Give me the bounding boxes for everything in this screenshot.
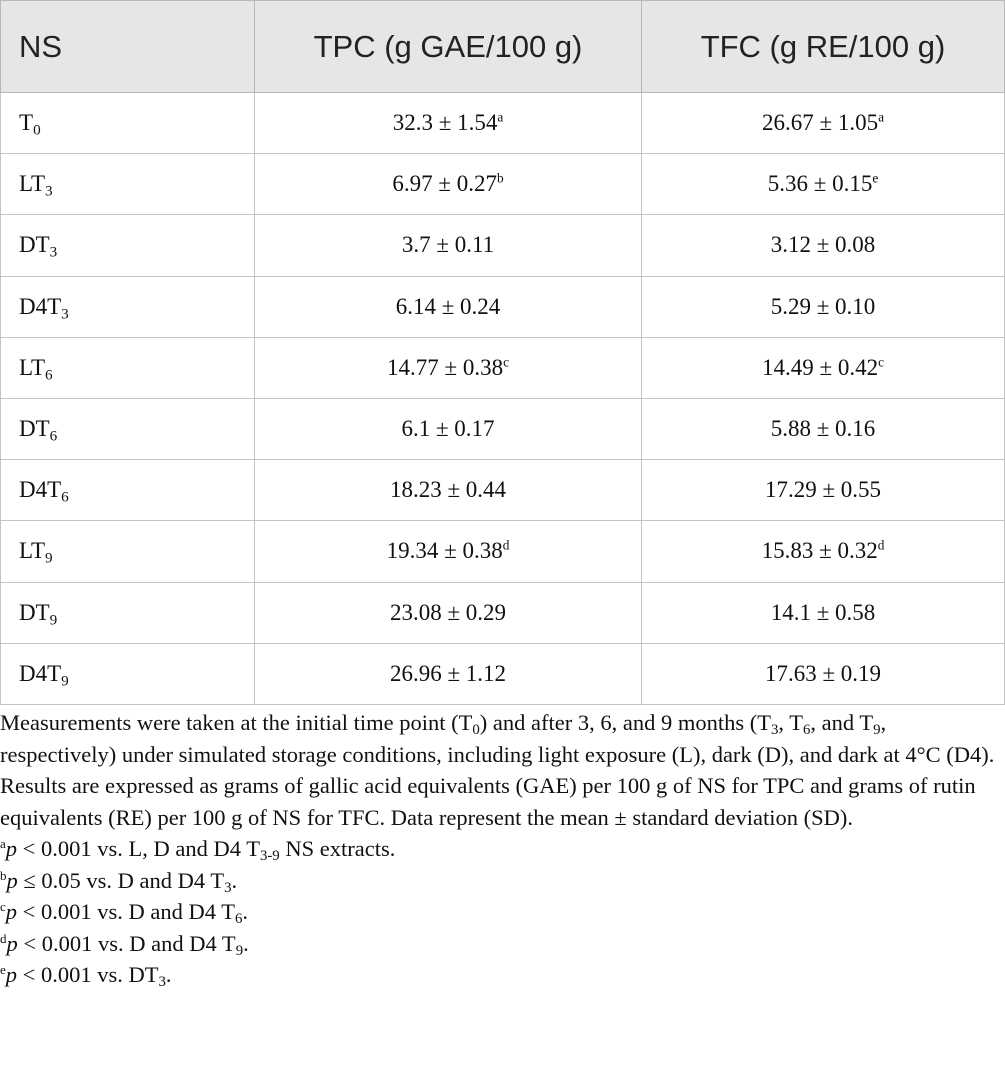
cell-ns: $LT_9$ xyxy=(1,521,255,582)
table-row xyxy=(1,154,1005,215)
table-body xyxy=(1,93,1005,705)
cell-ns: $D4T_3$ xyxy=(1,276,255,337)
cell-tfc: 5.29 ± 0.10 xyxy=(642,276,1005,337)
cell-tfc: 26.67 ± 1.05$^a$ xyxy=(642,93,1005,154)
cell-tfc: 3.12 ± 0.08 xyxy=(642,215,1005,276)
table-row xyxy=(1,582,1005,643)
table-row xyxy=(1,93,1005,154)
cell-ns: $DT_9$ xyxy=(1,582,255,643)
table-row xyxy=(1,276,1005,337)
cell-tpc: 23.08 ± 0.29 xyxy=(255,582,642,643)
footnote: $^a$p < 0.001 vs. L, D and D4 $T_{3-9}$ NS extracts. xyxy=(0,835,396,865)
cell-tfc: 17.63 ± 0.19 xyxy=(642,643,1005,704)
cell-tpc: 6.97 ± 0.27$^b$ xyxy=(255,154,642,215)
cell-tpc: 19.34 ± 0.38$^d$ xyxy=(255,521,642,582)
cell-ns: $D4T_9$ xyxy=(1,643,255,704)
cell-tpc: 14.77 ± 0.38$^c$ xyxy=(255,337,642,398)
cell-tpc: 26.96 ± 1.12 xyxy=(255,643,642,704)
footnotes xyxy=(0,833,1000,991)
cell-ns: $T_0$ xyxy=(1,93,255,154)
cell-ns: $D4T_6$ xyxy=(1,460,255,521)
table-row xyxy=(1,215,1005,276)
table-header-row xyxy=(1,1,1005,93)
cell-ns: $DT_3$ xyxy=(1,215,255,276)
header-tfc: TFC (g RE/100 g) xyxy=(642,1,1005,93)
footnote: $^e$p < 0.001 vs. $DT_3$. xyxy=(0,961,172,991)
header-tpc: TPC (g GAE/100 g) xyxy=(255,1,642,93)
cell-tfc: 5.36 ± 0.15$^e$ xyxy=(642,154,1005,215)
table-row xyxy=(1,460,1005,521)
cell-tpc: 32.3 ± 1.54$^a$ xyxy=(255,93,642,154)
table-row xyxy=(1,337,1005,398)
cell-tpc: 3.7 ± 0.11 xyxy=(255,215,642,276)
cell-tpc: 6.1 ± 0.17 xyxy=(255,398,642,459)
header-ns: NS xyxy=(1,1,255,93)
table-notes xyxy=(0,707,1000,991)
cell-tfc: 17.29 ± 0.55 xyxy=(642,460,1005,521)
cell-ns: $DT_6$ xyxy=(1,398,255,459)
footnote: $^d$p < 0.001 vs. D and D4 $T_9$. xyxy=(0,930,249,959)
cell-tpc: 18.23 ± 0.44 xyxy=(255,460,642,521)
footnote: $^c$p < 0.001 vs. D and D4 $T_6$. xyxy=(0,898,248,928)
table-row xyxy=(1,398,1005,459)
cell-tfc: 14.1 ± 0.58 xyxy=(642,582,1005,643)
cell-ns: $LT_6$ xyxy=(1,337,255,398)
cell-ns: $LT_3$ xyxy=(1,154,255,215)
caption: Measurements were taken at the initial time point $(T_0)$ and after 3, 6, and 9 months ($T_3$, $T_6$, and $T_9$, respectively) under simulated storage conditions, including light exposure (L), dark (D), and dark at 4°C (D4). Results are expressed as grams of gallic acid equivalents (GAE) per 100 g of NS for TPC and grams of rutin equivalents (RE) per 100 g of NS for TFC. Data represent the mean ± standard deviation (SD). xyxy=(0,710,995,830)
footnote: $^b$p ≤ 0.05 vs. D and D4 $T_3$. xyxy=(0,867,238,896)
cell-tfc: 5.88 ± 0.16 xyxy=(642,398,1005,459)
cell-tfc: 15.83 ± 0.32$^d$ xyxy=(642,521,1005,582)
table-row xyxy=(1,521,1005,582)
table-row xyxy=(1,643,1005,704)
cell-tpc: 6.14 ± 0.24 xyxy=(255,276,642,337)
cell-tfc: 14.49 ± 0.42$^c$ xyxy=(642,337,1005,398)
